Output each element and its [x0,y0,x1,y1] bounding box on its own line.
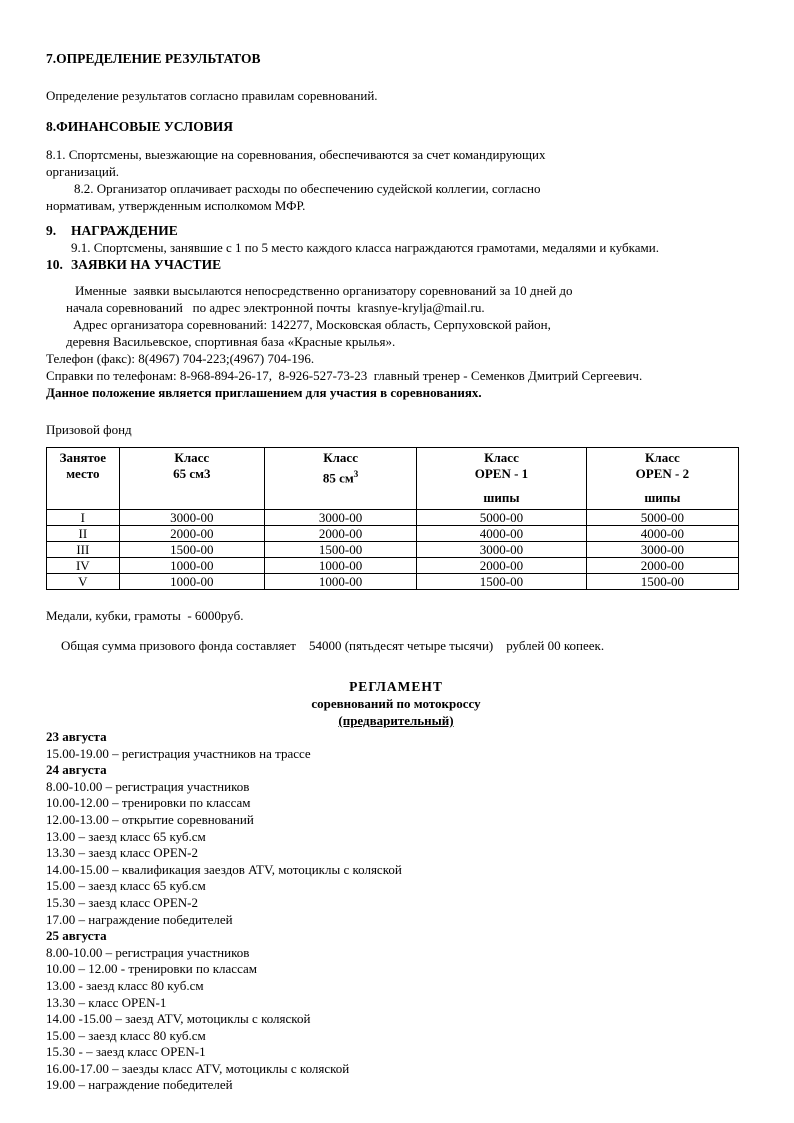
schedule-line: 15.00-19.00 – регистрация участников на трассе [46,745,311,761]
section-10-title [46,256,746,273]
col-header-place: Занятое место [47,448,120,510]
reglament-heading [46,678,746,729]
section-8-line: 8.2. Организатор оплачивает расходы по обеспечению судейской коллегии, согласно [74,181,541,196]
place-cell: II [47,526,120,542]
contact-line: Адрес организатора соревнований: 142277, Московская область, Серпуховской район, [73,317,551,332]
schedule-line: 15.00 – заезд класс 65 куб.см [46,878,206,894]
schedule-date: 24 августа [46,762,107,778]
section-9-title-label: НАГРАЖДЕНИЕ [71,223,178,238]
table-header-row [47,448,739,510]
section-8-line: организаций. [46,164,120,179]
place-cell: IV [47,558,120,574]
prize-cell: 4000-00 [417,526,587,542]
place-cell: V [47,574,120,590]
col-header-open-2: Класс OPEN - 2 шипы [586,448,738,510]
superscript-3: 3 [353,469,359,479]
col-header-class-85: Класс 85 $см^3$ [264,448,416,510]
prize-cell: 1500-00 [119,542,264,558]
section-8-line: нормативам, утвержденным исполкомом МФР. [46,198,306,213]
table-row [47,510,739,526]
schedule-line: 15.00 – заезд класс 80 куб.см [46,1027,206,1043]
schedule-date: 23 августа [46,729,107,744]
section-10-title-label: ЗАЯВКИ НА УЧАСТИЕ [71,257,222,272]
section-8-line: 8.1. Спортсмены, выезжающие на соревнования, обеспечиваются за счет командирующих [46,147,546,162]
schedule-line: 13.30 – заезд класс OPEN-2 [46,845,198,861]
table-row [47,526,739,542]
schedule-line: 14.00-15.00 – квалификация заездов ATV, мотоциклы с коляской [46,861,402,877]
schedule-line: 13.00 – заезд класс 65 куб.см [46,828,206,844]
section-9-number: 9. [46,223,57,238]
schedule-date: 25 августа [46,928,107,944]
schedule-line: 10.00-12.00 – тренировки по классам [46,795,251,811]
place-cell: I [47,510,120,526]
prize-cell: 2000-00 [417,558,587,574]
section-10-number: 10. [46,257,63,272]
section-7-title: 7.ОПРЕДЕЛЕНИЕ РЕЗУЛЬТАТОВ [46,51,261,66]
schedule-line: 14.00 -15.00 – заезд ATV, мотоциклы с коляской [46,1011,311,1027]
medals-line: Медали, кубки, грамоты - 6000руб. [46,608,244,623]
prize-cell: 4000-00 [586,526,738,542]
section-9-body: 9.1. Спортсмены, занявшие с 1 по 5 место каждого класса награждаются грамотами, медалями и кубками. [71,240,659,255]
schedule-line: 15.30 - – заезд класс OPEN-1 [46,1044,206,1060]
table-row [47,542,739,558]
schedule-line: 17.00 – награждение победителей [46,911,233,927]
section-8-title: 8.ФИНАНСОВЫЕ УСЛОВИЯ [46,119,233,134]
section-8-paragraph [46,146,746,214]
schedule-line: 12.00-13.00 – открытие соревнований [46,811,254,827]
prize-fund-label: Призовой фонд [46,422,132,437]
schedule-line: 15.30 – заезд класс OPEN-2 [46,894,198,910]
place-cell: III [47,542,120,558]
prize-cell: 1500-00 [264,542,416,558]
schedule-line: 13.30 – класс OPEN-1 [46,994,167,1010]
reglament-title: РЕГЛАМЕНТ [349,679,443,694]
prize-cell: 1500-00 [586,574,738,590]
table-row [47,574,739,590]
prize-cell: 1000-00 [119,574,264,590]
col-header-open-1: Класс OPEN - 1 шипы [417,448,587,510]
schedule-line: 19.00 – награждение победителей [46,1077,233,1093]
prize-cell: 1000-00 [264,558,416,574]
prize-cell: 3000-00 [417,542,587,558]
prize-cell: 1000-00 [264,574,416,590]
prize-cell: 5000-00 [586,510,738,526]
prize-cell: 3000-00 [119,510,264,526]
prize-cell: 3000-00 [264,510,416,526]
schedule [46,729,746,1094]
section-10-contacts [46,282,746,401]
contact-line: деревня Васильевское, спортивная база «Красные крылья». [66,334,396,349]
contact-line: Справки по телефонам: 8-968-894-26-17, 8-926-527-73-23 главный тренер - Семенков Дмитрий Сергеевич. [46,368,643,383]
prize-cell: 5000-00 [417,510,587,526]
schedule-line: 13.00 - заезд класс 80 куб.см [46,977,204,993]
schedule-line: 16.00-17.00 – заезды класс ATV, мотоциклы с коляской [46,1060,350,1076]
invitation-line: Данное положение является приглашением для участия в соревнованиях. [46,385,482,400]
col-header-class-65: Класс 65 см3 [119,448,264,510]
contact-line: Телефон (факс): 8(4967) 704-223;(4967) 704-196. [46,351,315,366]
contact-line: начала соревнований по адрес электронной почты krasnye-krylja@mail.ru. [66,300,485,315]
prize-cell: 2000-00 [264,526,416,542]
prize-cell: 1500-00 [417,574,587,590]
prize-cell: 1000-00 [119,558,264,574]
schedule-line: 8.00-10.00 – регистрация участников [46,778,250,794]
section-7-body: Определение результатов согласно правилам соревнований. [46,88,378,103]
prize-cell: 3000-00 [586,542,738,558]
prize-cell: 2000-00 [119,526,264,542]
contact-line: Именные заявки высылаются непосредственно организатору соревнований за 10 дней до [75,283,573,298]
total-line: Общая сумма призового фонда составляет 54000 (пятьдесят четыре тысячи) рублей 00 копеек. [61,638,605,653]
prize-cell: 2000-00 [586,558,738,574]
table-row [47,558,739,574]
reglament-note: (предварительный) [338,713,454,728]
prize-table [46,447,739,590]
schedule-line: 10.00 – 12.00 - тренировки по классам [46,961,257,977]
schedule-line: 8.00-10.00 – регистрация участников [46,944,250,960]
reglament-subtitle: соревнований по мотокроссу [311,696,481,711]
section-9-title [46,222,746,239]
